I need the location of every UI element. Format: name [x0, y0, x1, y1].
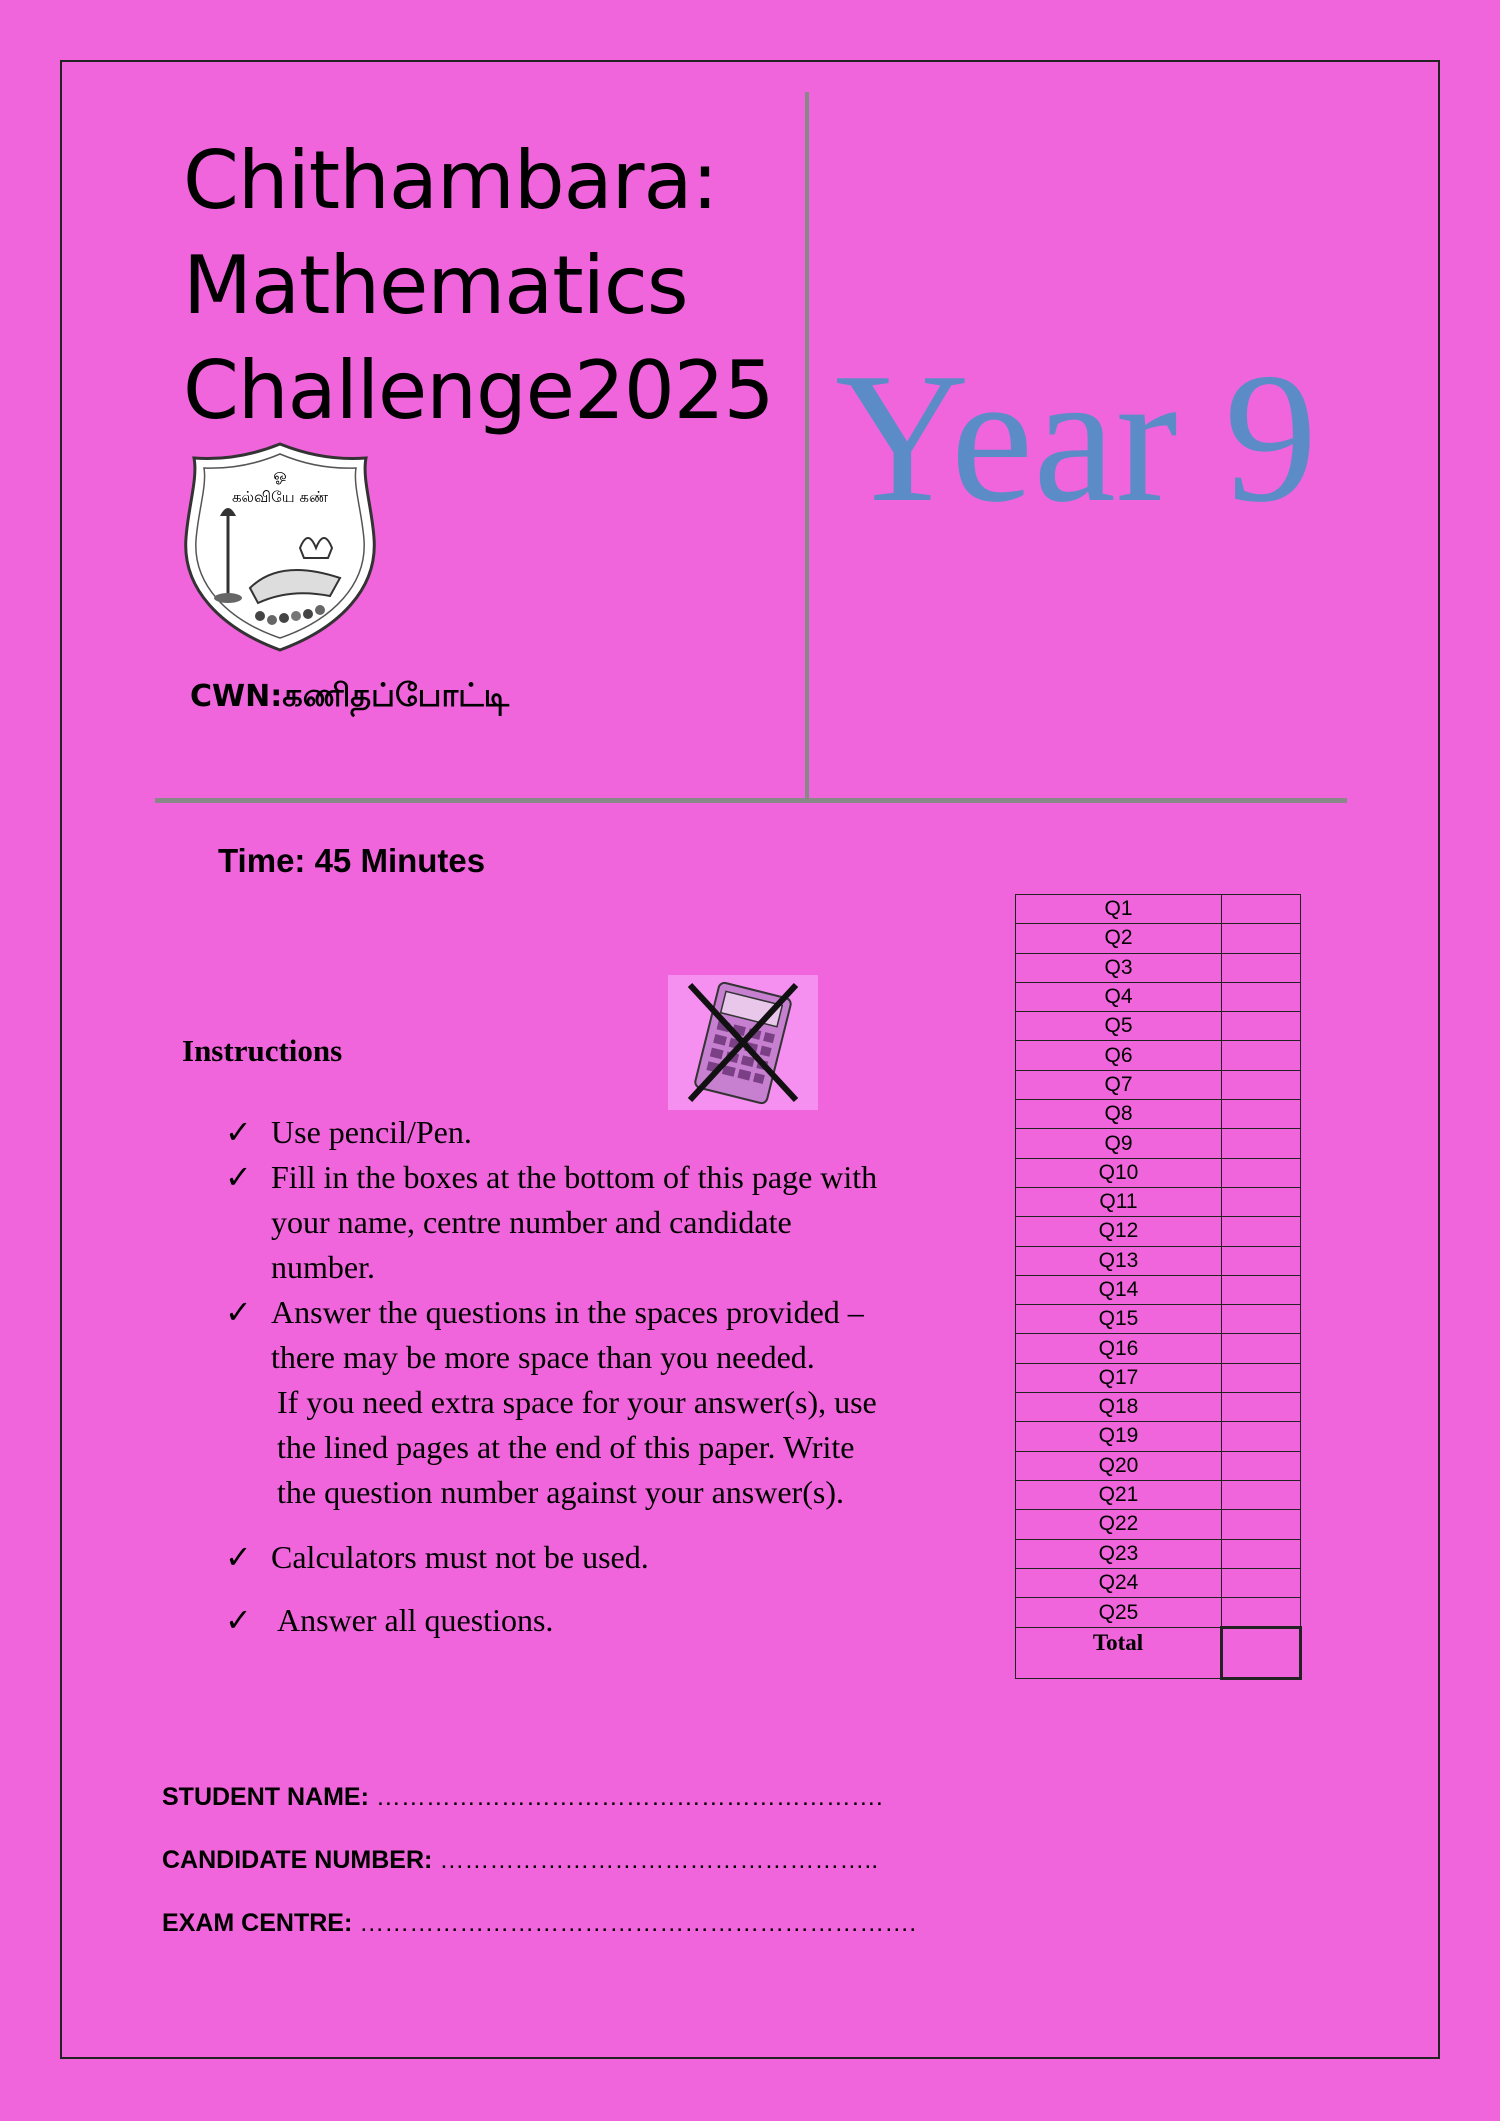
no-calculator-icon: [668, 975, 818, 1110]
school-crest-logo: [180, 438, 380, 658]
marks-row: [1016, 1187, 1301, 1216]
student-name-blank[interactable]: …………………………………………………….: [375, 1783, 883, 1811]
instruction-item: [225, 1535, 985, 1580]
mark-box[interactable]: [1222, 1129, 1301, 1158]
checkmark-icon: ✓: [225, 1294, 252, 1330]
instruction-item: [225, 1155, 985, 1290]
question-label: Q11: [1016, 1187, 1222, 1216]
marks-row: [1016, 1480, 1301, 1509]
crest-symbol: ஓ: [273, 465, 287, 484]
vertical-divider: [805, 92, 809, 800]
instruction-line: number.: [271, 1249, 375, 1285]
marks-row: [1016, 953, 1301, 982]
mark-box[interactable]: [1222, 1393, 1301, 1422]
student-name-label: STUDENT NAME:: [162, 1783, 369, 1811]
crest-motto: கல்வியே கண்: [231, 488, 329, 506]
marks-row: [1016, 1129, 1301, 1158]
instruction-line: your name, centre number and candidate: [271, 1204, 792, 1240]
question-label: Q20: [1016, 1451, 1222, 1480]
question-label: Q13: [1016, 1246, 1222, 1275]
mark-box[interactable]: [1222, 1305, 1301, 1334]
total-mark-box[interactable]: [1222, 1628, 1301, 1679]
question-label: Q19: [1016, 1422, 1222, 1451]
marks-row: [1016, 924, 1301, 953]
checkmark-icon: ✓: [225, 1539, 252, 1575]
instruction-line: If you need extra space for your answer(s), use: [277, 1384, 877, 1420]
instruction-line: Fill in the boxes at the bottom of this page with: [271, 1159, 878, 1195]
marks-row: [1016, 1422, 1301, 1451]
exam-centre-field[interactable]: [162, 1909, 916, 1938]
title-line-3: Challenge2025: [183, 344, 774, 437]
student-name-field[interactable]: [162, 1783, 883, 1812]
mark-box[interactable]: [1222, 1275, 1301, 1304]
question-label: Q16: [1016, 1334, 1222, 1363]
year-level: Year 9: [835, 335, 1318, 541]
mark-box[interactable]: [1222, 1568, 1301, 1597]
question-label: Q17: [1016, 1363, 1222, 1392]
marks-row: [1016, 1305, 1301, 1334]
marks-row: [1016, 1393, 1301, 1422]
instruction-item: [225, 1290, 985, 1515]
instruction-line: the question number against your answer(s).: [277, 1474, 844, 1510]
marks-row: [1016, 1598, 1301, 1628]
question-label: Q3: [1016, 953, 1222, 982]
question-label: Q5: [1016, 1012, 1222, 1041]
marks-row: [1016, 1334, 1301, 1363]
mark-box[interactable]: [1222, 1012, 1301, 1041]
mark-box[interactable]: [1222, 953, 1301, 982]
instruction-line: there may be more space than you needed.: [271, 1339, 815, 1375]
cwn-tamil: கணிதப்போட்டி: [282, 676, 510, 714]
instruction-line: the lined pages at the end of this paper. Write: [277, 1429, 855, 1465]
mark-box[interactable]: [1222, 1158, 1301, 1187]
question-label: Q10: [1016, 1158, 1222, 1187]
question-label: Q21: [1016, 1480, 1222, 1509]
title-line-1: Chithambara:: [183, 134, 718, 227]
marks-row: [1016, 1363, 1301, 1392]
candidate-number-field[interactable]: [162, 1846, 878, 1875]
checkmark-icon: ✓: [225, 1159, 252, 1195]
marks-row: [1016, 895, 1301, 924]
total-label: Total: [1016, 1628, 1222, 1679]
marks-row: [1016, 1246, 1301, 1275]
mark-box[interactable]: [1222, 924, 1301, 953]
instruction-line: Answer all questions.: [277, 1602, 554, 1638]
question-label: Q24: [1016, 1568, 1222, 1597]
instructions-list: [225, 1110, 985, 1643]
marks-row: [1016, 1100, 1301, 1129]
total-row: [1016, 1628, 1301, 1679]
question-label: Q22: [1016, 1510, 1222, 1539]
question-label: Q25: [1016, 1598, 1222, 1628]
mark-box[interactable]: [1222, 1480, 1301, 1509]
question-label: Q1: [1016, 895, 1222, 924]
exam-centre-blank[interactable]: ………………………………………………………….: [359, 1909, 917, 1937]
candidate-number-blank[interactable]: ……………………………………………..: [439, 1846, 879, 1874]
exam-time: Time: 45 Minutes: [218, 842, 486, 879]
mark-box[interactable]: [1222, 1100, 1301, 1129]
marks-row: [1016, 1012, 1301, 1041]
instruction-item: [225, 1110, 985, 1155]
instruction-item: [225, 1598, 985, 1643]
question-label: Q9: [1016, 1129, 1222, 1158]
marks-row: [1016, 1217, 1301, 1246]
mark-box[interactable]: [1222, 895, 1301, 924]
mark-box[interactable]: [1222, 1334, 1301, 1363]
mark-box[interactable]: [1222, 1598, 1301, 1628]
question-label: Q7: [1016, 1070, 1222, 1099]
candidate-number-label: CANDIDATE NUMBER:: [162, 1846, 433, 1874]
checkmark-icon: ✓: [225, 1114, 252, 1150]
mark-box[interactable]: [1222, 1187, 1301, 1216]
instruction-line: Use pencil/Pen.: [271, 1114, 472, 1150]
question-label: Q6: [1016, 1041, 1222, 1070]
instructions-heading: Instructions: [182, 1033, 343, 1068]
horizontal-divider: [155, 798, 1347, 803]
marks-row: [1016, 1568, 1301, 1597]
mark-box[interactable]: [1222, 1510, 1301, 1539]
marks-row: [1016, 1070, 1301, 1099]
question-label: Q15: [1016, 1305, 1222, 1334]
question-label: Q8: [1016, 1100, 1222, 1129]
mark-box[interactable]: [1222, 1217, 1301, 1246]
marks-row: [1016, 1041, 1301, 1070]
mark-box[interactable]: [1222, 1451, 1301, 1480]
cwn-prefix: CWN:: [190, 679, 283, 714]
question-label: Q2: [1016, 924, 1222, 953]
marks-row: [1016, 982, 1301, 1011]
question-label: Q14: [1016, 1275, 1222, 1304]
mark-box[interactable]: [1222, 1070, 1301, 1099]
marks-row: [1016, 1275, 1301, 1304]
title-line-2: Mathematics: [183, 239, 688, 332]
mark-box[interactable]: [1222, 1539, 1301, 1568]
question-label: Q18: [1016, 1393, 1222, 1422]
exam-centre-label: EXAM CENTRE:: [162, 1909, 353, 1937]
question-label: Q12: [1016, 1217, 1222, 1246]
checkmark-icon: ✓: [225, 1602, 252, 1638]
mark-box[interactable]: [1222, 1422, 1301, 1451]
marks-row: [1016, 1451, 1301, 1480]
mark-box[interactable]: [1222, 982, 1301, 1011]
marks-row: [1016, 1539, 1301, 1568]
question-label: Q4: [1016, 982, 1222, 1011]
mark-box[interactable]: [1222, 1363, 1301, 1392]
instruction-line: Calculators must not be used.: [271, 1539, 649, 1575]
exam-title: [183, 128, 803, 443]
marks-row: [1016, 1158, 1301, 1187]
mark-box[interactable]: [1222, 1246, 1301, 1275]
cwn-label: [190, 676, 509, 718]
marks-row: [1016, 1510, 1301, 1539]
mark-box[interactable]: [1222, 1041, 1301, 1070]
marks-table: [1015, 894, 1302, 1680]
question-label: Q23: [1016, 1539, 1222, 1568]
instruction-line: Answer the questions in the spaces provided –: [271, 1294, 864, 1330]
